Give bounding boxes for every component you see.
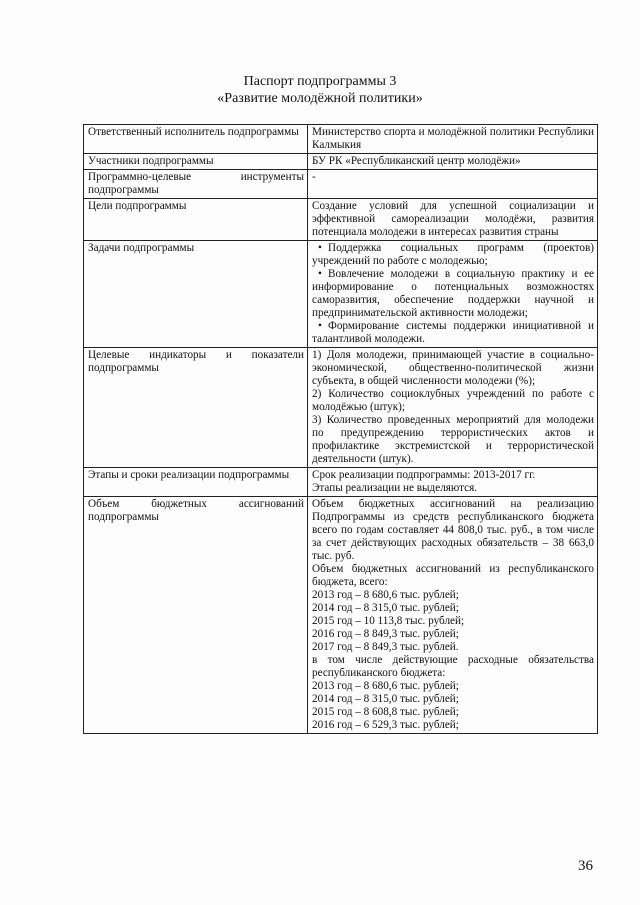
list-item	[312, 268, 594, 320]
tasks-label: Задачи подпрограммы	[84, 241, 308, 348]
stages-value	[308, 468, 598, 497]
instruments-value: -	[308, 170, 598, 199]
participants-label: Участники подпрограммы	[84, 154, 308, 170]
table-row-tasks	[84, 241, 598, 348]
goals-label: Цели подпрограммы	[84, 199, 308, 241]
budget-year-line: 2016 год – 8 849,3 тыс. рублей;	[312, 628, 459, 640]
budget-label: Объем бюджетных ассигнований подпрограммы	[84, 497, 308, 734]
title-line-2: «Развитие молодёжной политики»	[217, 91, 423, 106]
table-row-instruments	[84, 170, 598, 199]
budget-intro: Объем бюджетных ассигнований на реализацию Подпрограммы из средств республиканского бюджета всего по годам составляет 44 808,0 тыс. руб., в том числе за счет действующих расходных обязательств – 38 663,0 тыс. руб.	[312, 498, 594, 562]
bullet-icon: •	[318, 242, 322, 254]
budget-total-heading: Объем бюджетных ассигнований из республиканского бюджета, всего:	[312, 563, 594, 588]
goals-value: Создание условий для успешной социализации и эффективной самореализации молодёжи, развития потенциала молодежи в интересах развития страны	[308, 199, 598, 241]
table-row-participants	[84, 154, 598, 170]
stages-label: Этапы и сроки реализации подпрограммы	[84, 468, 308, 497]
budget-current-year-line: 2013 год – 8 680,6 тыс. рублей;	[312, 680, 459, 692]
document-title	[0, 73, 640, 107]
list-item	[312, 320, 594, 346]
budget-current-heading: в том числе действующие расходные обязательства республиканского бюджета:	[312, 654, 594, 679]
budget-year-line: 2017 год – 8 849,3 тыс. рублей.	[312, 641, 459, 653]
budget-current-year-line: 2016 год – 6 529,3 тыс. рублей;	[312, 719, 459, 731]
participants-value: БУ РК «Республиканский центр молодёжи»	[308, 154, 598, 170]
budget-current-year-line: 2014 год – 8 315,0 тыс. рублей;	[312, 693, 459, 705]
table-row-stages	[84, 468, 598, 497]
task-item-text: Поддержка социальных программ (проектов) учреждений по работе с молодежью;	[312, 242, 594, 267]
table-row-indicators	[84, 348, 598, 468]
budget-value	[308, 497, 598, 734]
list-item	[312, 242, 594, 268]
budget-year-line: 2015 год – 10 113,8 тыс. рублей;	[312, 615, 465, 627]
bullet-icon: •	[318, 320, 322, 332]
table-row-goals	[84, 199, 598, 241]
list-item: 3) Количество проведенных мероприятий для молодежи по предупреждению террористических актов и профилактике экстремистской и террористической деятельности (штук).	[312, 414, 594, 465]
task-item-text: Формирование системы поддержки инициативной и талантливой молодежи.	[312, 320, 594, 345]
executor-value: Министерство спорта и молодёжной политики Республики Калмыкия	[308, 125, 598, 154]
indicators-label: Целевые индикаторы и показатели подпрограммы	[84, 348, 308, 468]
executor-label: Ответственный исполнитель подпрограммы	[84, 125, 308, 154]
stages-line: Этапы реализации не выделяются.	[312, 482, 478, 494]
bullet-icon: •	[318, 268, 322, 280]
table-row-executor	[84, 125, 598, 154]
stages-line: Срок реализации подпрограммы: 2013-2017 гг.	[312, 469, 536, 481]
list-item: 2) Количество социоклубных учреждений по работе с молодёжью (штук);	[312, 388, 594, 413]
budget-year-line: 2013 год – 8 680,6 тыс. рублей;	[312, 589, 459, 601]
task-item-text: Вовлечение молодежи в социальную практику и ее информирование о потенциальных возможностях саморазвития, обеспечение поддержки научной и предпринимательской активности молодежи;	[312, 268, 594, 319]
tasks-value	[308, 241, 598, 348]
budget-year-line: 2014 год – 8 315,0 тыс. рублей;	[312, 602, 459, 614]
budget-current-year-line: 2015 год – 8 608,8 тыс. рублей;	[312, 706, 459, 718]
passport-table	[83, 124, 598, 734]
title-line-1: Паспорт подпрограммы 3	[243, 74, 397, 89]
table-row-budget	[84, 497, 598, 734]
page-number: 36	[578, 858, 593, 874]
instruments-label: Программно-целевые инструменты подпрограммы	[84, 170, 308, 199]
list-item: 1) Доля молодежи, принимающей участие в социально-экономической, общественно-политической жизни субъекта, в общей численности молодежи (%);	[312, 349, 594, 387]
indicators-value	[308, 348, 598, 468]
